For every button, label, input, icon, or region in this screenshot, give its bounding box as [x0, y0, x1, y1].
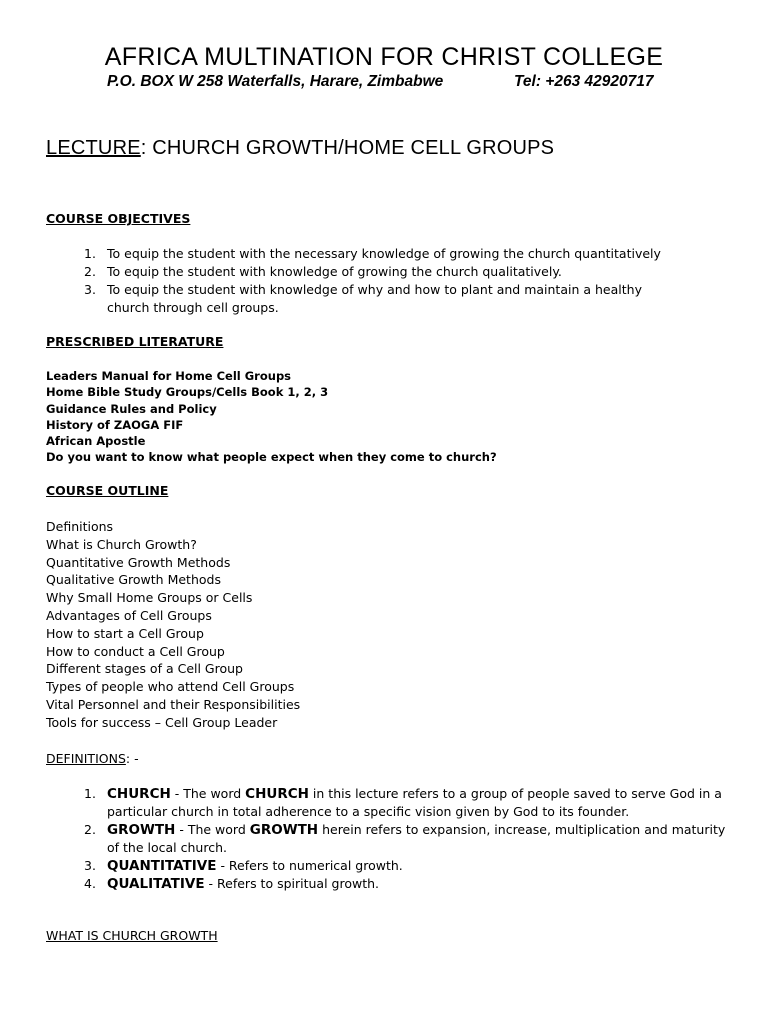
what-is-church-growth-heading: WHAT IS CHURCH GROWTH: [46, 928, 218, 943]
list-item: Definitions: [46, 519, 114, 534]
definition-text: in this lecture refers to a group of people saved to serve God in a particular church in total adherence to a specific vision given by God to its founder.: [107, 786, 722, 819]
list-item: History of ZAOGA FIF: [46, 417, 184, 432]
list-item: How to start a Cell Group: [46, 625, 204, 641]
list-item: Guidance Rules and Policy: [46, 401, 217, 416]
list-item: Home Bible Study Groups/Cells Book 1, 2, 3: [46, 385, 329, 400]
definition-term: GROWTH: [249, 822, 319, 838]
list-item-text: To equip the student with knowledge of why and how to plant and maintain a healthy church through cell groups.: [107, 282, 642, 315]
list-item: Qualitative Growth Methods: [46, 572, 221, 588]
course-outline-heading: COURSE OUTLINE: [46, 483, 169, 498]
college-phone: Tel: +263 42920717: [514, 73, 654, 90]
definition-term: QUANTITATIVE: [107, 858, 217, 874]
list-item: [46, 245, 726, 263]
list-item: Why Small Home Groups or Cells: [46, 590, 253, 606]
list-item-text: To equip the student with the necessary knowledge of growing the church quantitatively: [107, 246, 661, 261]
list-number: 3.: [84, 282, 96, 297]
prescribed-literature-heading: PRESCRIBED LITERATURE: [46, 334, 224, 349]
literature-list: [46, 368, 497, 466]
list-item-text: To equip the student with knowledge of growing the church qualitatively.: [107, 264, 562, 279]
list-item: How to conduct a Cell Group: [46, 643, 225, 659]
definitions-label: DEFINITIONS: [46, 751, 126, 766]
list-number: 1.: [84, 786, 96, 801]
list-item: Types of people who attend Cell Groups: [46, 679, 295, 695]
list-item: African Apostle: [46, 434, 146, 449]
college-address: P.O. BOX W 258 Waterfalls, Harare, Zimbabwe: [107, 73, 444, 90]
definition-text: - Refers to spiritual growth.: [204, 876, 380, 891]
list-item: [46, 281, 647, 317]
list-number: 3.: [84, 858, 96, 873]
list-number: 2.: [84, 822, 96, 837]
list-item: What is Church Growth?: [46, 536, 197, 552]
definitions-list: [46, 785, 726, 893]
list-item: [46, 857, 726, 875]
definition-text: - The word: [170, 786, 246, 801]
list-item: Do you want to know what people expect when they come to church?: [46, 450, 497, 465]
definition-text: - Refers to numerical growth.: [216, 858, 403, 873]
list-number: 4.: [84, 876, 96, 891]
lecture-title-text: : CHURCH GROWTH/HOME CELL GROUPS: [140, 137, 555, 159]
list-item: Leaders Manual for Home Cell Groups: [46, 369, 292, 383]
definitions-heading: [46, 750, 139, 768]
course-objectives-heading: COURSE OBJECTIVES: [46, 211, 191, 226]
list-item: [46, 263, 726, 281]
list-item: [46, 821, 726, 857]
list-item: Tools for success – Cell Group Leader: [46, 714, 278, 730]
outline-list: [46, 518, 300, 732]
definition-term: CHURCH: [107, 786, 171, 802]
list-number: 1.: [84, 246, 96, 261]
definition-term: QUALITATIVE: [107, 876, 205, 892]
lecture-label: LECTURE: [46, 137, 141, 159]
definition-text: - The word: [175, 822, 250, 837]
list-item: Quantitative Growth Methods: [46, 554, 231, 570]
list-item: Different stages of a Cell Group: [46, 661, 243, 677]
lecture-title: [46, 136, 554, 160]
definition-term: CHURCH: [245, 786, 309, 802]
definitions-suffix: : -: [125, 751, 139, 766]
list-number: 2.: [84, 264, 96, 279]
definition-text: herein refers to expansion, increase, multiplication and maturity of the local church.: [107, 822, 726, 855]
list-item: [46, 785, 726, 821]
college-name: AFRICA MULTINATION FOR CHRIST COLLEGE: [104, 43, 664, 71]
definition-term: GROWTH: [107, 822, 176, 838]
list-item: [46, 875, 726, 893]
objectives-list: [46, 245, 726, 317]
list-item: Vital Personnel and their Responsibilities: [46, 696, 301, 712]
list-item: Advantages of Cell Groups: [46, 607, 212, 623]
